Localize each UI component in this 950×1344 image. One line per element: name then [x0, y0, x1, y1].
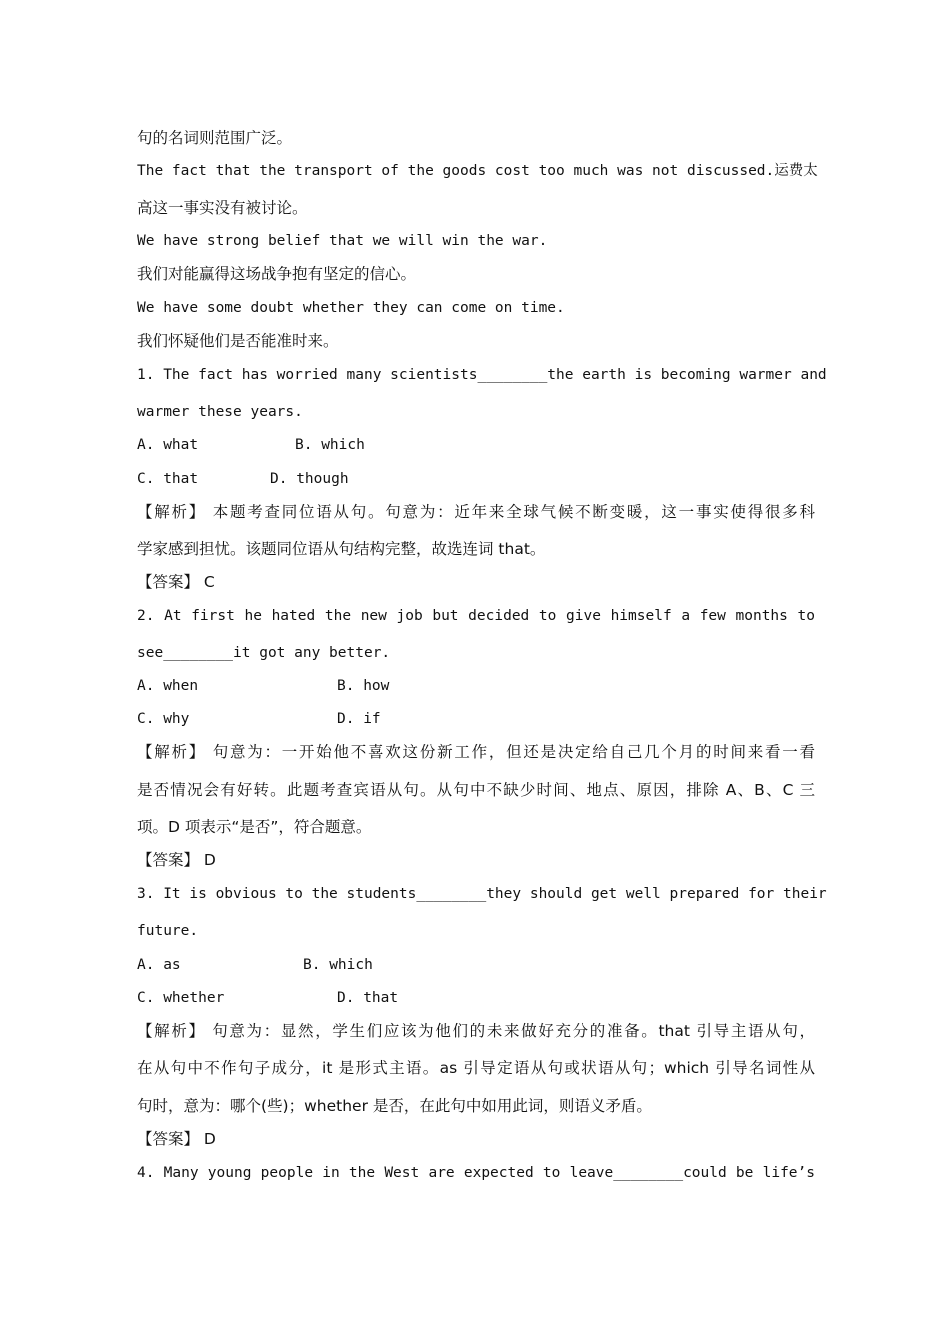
question-2-option-c: C. why [137, 711, 190, 727]
question-2-answer: 【答案】 D [137, 851, 216, 869]
example-sentence-1-en: The fact that the transport of the goods cost too much was not discussed.运费太 [137, 163, 818, 179]
question-1-analysis-line1: 【解析】 本题考查同位语从句。句意为：近年来全球气候不断变暖，这一事实使得很多科 [137, 503, 815, 521]
question-2-option-b: B. how [337, 678, 390, 694]
intro-text: 句的名词则范围广泛。 [137, 129, 293, 147]
question-1-option-a: A. what [137, 437, 199, 453]
question-1-option-b: B. which [295, 437, 365, 453]
example-sentence-2-en: We have strong belief that we will win the war. [137, 233, 548, 249]
example-sentence-3-en: We have some doubt whether they can come on time. [137, 300, 565, 316]
question-3-analysis-line1: 【解析】 句意为：显然，学生们应该为他们的未来做好充分的准备。that 引导主语从句， [137, 1022, 815, 1040]
question-3-analysis-line2: 在从句中不作句子成分，it 是形式主语。as 引导定语从句或状语从句；which 引导名词性从 [137, 1059, 815, 1077]
question-2-analysis-line3: 项。D 项表示“是否”，符合题意。 [137, 818, 372, 836]
question-3-option-b: B. which [303, 957, 373, 973]
question-3-option-d: D. that [337, 990, 399, 1006]
question-2-stem-line2: see________it got any better. [137, 645, 391, 661]
question-1-option-d: D. though [270, 471, 349, 487]
question-3-analysis-line3: 句时，意为：哪个(些)；whether 是否，在此句中如用此词，则语义矛盾。 [137, 1097, 652, 1115]
question-2-analysis-line2: 是否情况会有好转。此题考查宾语从句。从句中不缺少时间、地点、原因，排除 A、B、C 三 [137, 781, 815, 799]
question-2-analysis-line1: 【解析】 句意为：一开始他不喜欢这份新工作，但还是决定给自己几个月的时间来看一看 [137, 743, 815, 761]
question-3-option-a: A. as [137, 957, 181, 973]
question-1-option-c: C. that [137, 471, 199, 487]
question-1-answer: 【答案】 C [137, 573, 215, 591]
question-2-stem-line1: 2. At first he hated the new job but decided to give himself a few months to [137, 608, 815, 624]
question-2-option-a: A. when [137, 678, 199, 694]
example-sentence-2-zh: 我们对能赢得这场战争抱有坚定的信心。 [137, 265, 417, 283]
example-sentence-1-zh: 高这一事实没有被讨论。 [137, 199, 308, 217]
question-3-stem-line1: 3. It is obvious to the students________they should get well prepared for their [137, 886, 827, 902]
question-1-stem-line2: warmer these years. [137, 404, 303, 420]
question-3-option-c: C. whether [137, 990, 225, 1006]
question-1-stem-line1: 1. The fact has worried many scientists________the earth is becoming warmer and [137, 367, 827, 383]
question-4-stem-line1: 4. Many young people in the West are expected to leave________could be life’s [137, 1165, 815, 1181]
question-3-stem-line2: future. [137, 923, 199, 939]
question-1-analysis-line2: 学家感到担忧。该题同位语从句结构完整，故选连词 that。 [137, 540, 546, 558]
question-2-option-d: D. if [337, 711, 381, 727]
example-sentence-3-zh: 我们怀疑他们是否能准时来。 [137, 332, 339, 350]
question-3-answer: 【答案】 D [137, 1130, 216, 1148]
